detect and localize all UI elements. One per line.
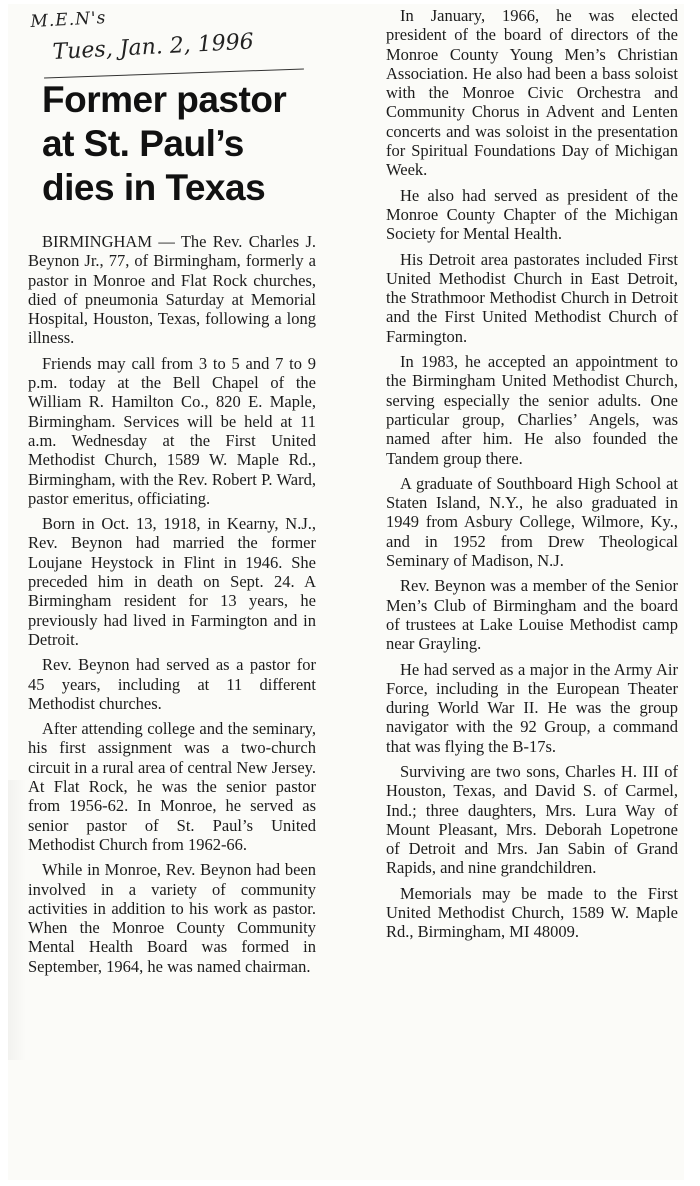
article-paragraph: In 1983, he accepted an appointment to the Birmingham United Methodist Church, serving especially the senior adults. One particular group, Charlies’ Angels, was named after him. He also founded the Tandem group there.: [386, 352, 678, 468]
article-paragraph: His Detroit area pastorates included First United Methodist Church in East Detroit, the Strathmoor Methodist Church in Detroit and the First United Methodist Church of Farmington.: [386, 249, 678, 346]
headline-line-1: Former pastor: [42, 79, 287, 120]
article-paragraph: After attending college and the seminary, his first assignment was a two-church circuit in a rural area of central New Jersey. At Flat Rock, he was the senior pastor from 1956-62. In Monroe, he served as senior pastor of St. Paul’s United Methodist Church from 1962-66.: [28, 719, 316, 854]
headline-line-3: dies in Texas: [42, 167, 266, 208]
article-paragraph: A graduate of Southboard High School at Staten Island, N.Y., he also graduated in 1949 from Asbury College, Wilmore, Ky., and in 1952 from Drew Theological Seminary of Madison, N.J.: [386, 473, 678, 571]
article-paragraph: Friends may call from 3 to 5 and 7 to 9 p.m. today at the Bell Chapel of the William R. Hamilton Co., 820 E. Maple, Birmingham. Services will be held at 11 a.m. Wednesday at the First United Methodist Church, 1589 W. Maple Rd., Birmingham, with the Rev. Robert P. Ward, pastor emeritus, officiating.: [28, 353, 316, 508]
handwritten-source-note: M.E.N's: [30, 8, 107, 32]
article-paragraph: Born in Oct. 13, 1918, in Kearny, N.J., Rev. Beynon had married the former Loujane Heystock in Flint in 1946. She preceded him in death on Sept. 24. A Birmingham resident for 13 years, he previously had lived in Farmington and in Detroit.: [28, 514, 316, 649]
article-right-column: [386, 6, 678, 948]
handwritten-date-note: Tues, Jan. 2, 1996: [52, 29, 255, 65]
scan-shadow: [8, 780, 26, 1060]
article-paragraph: BIRMINGHAM — The Rev. Charles J. Beynon Jr., 77, of Birmingham, formerly a pastor in Monroe and Flat Rock churches, died of pneumonia Saturday at Memorial Hospital, Houston, Texas, following a long illness.: [28, 232, 316, 348]
article-left-column: [28, 232, 316, 982]
article-paragraph: Memorials may be made to the First United Methodist Church, 1589 W. Maple Rd., Birmingham, MI 48009.: [386, 883, 678, 942]
article-paragraph: He also had served as president of the Monroe County Chapter of the Michigan Society for Mental Health.: [386, 185, 678, 244]
article-paragraph: While in Monroe, Rev. Beynon had been involved in a variety of community activities in addition to his work as pastor. When the Monroe County Community Mental Health Board was formed in September, 1964, he was named chairman.: [28, 860, 316, 976]
headline-line-2: at St. Paul’s: [42, 123, 244, 164]
article-headline: [42, 78, 342, 210]
article-paragraph: Rev. Beynon had served as a pastor for 45 years, including at 11 different Methodist churches.: [28, 655, 316, 713]
article-paragraph: Surviving are two sons, Charles H. III of Houston, Texas, and David S. of Carmel, Ind.; three daughters, Mrs. Lura Way of Mount Pleasant, Mrs. Deborah Lopetrone of Detroit and Mrs. Jan Sabin of Grand Rapids, and nine grandchildren.: [386, 761, 678, 878]
article-paragraph: Rev. Beynon was a member of the Senior Men’s Club of Birmingham and the board of trustees at Lake Louise Methodist camp near Grayling.: [386, 576, 678, 654]
article-paragraph: He had served as a major in the Army Air Force, including in the European Theater during World War II. He was the group navigator with the 92 Group, a command that was flying the B-17s.: [386, 659, 678, 756]
article-paragraph: In January, 1966, he was elected president of the board of directors of the Monroe County Young Men’s Christian Association. He also had been a bass soloist with the Monroe Civic Orchestra and Community Chorus in Advent and Lenten concerts and was soloist in the presentation for Spiritual Foundations Day of Michigan Week.: [386, 6, 678, 180]
